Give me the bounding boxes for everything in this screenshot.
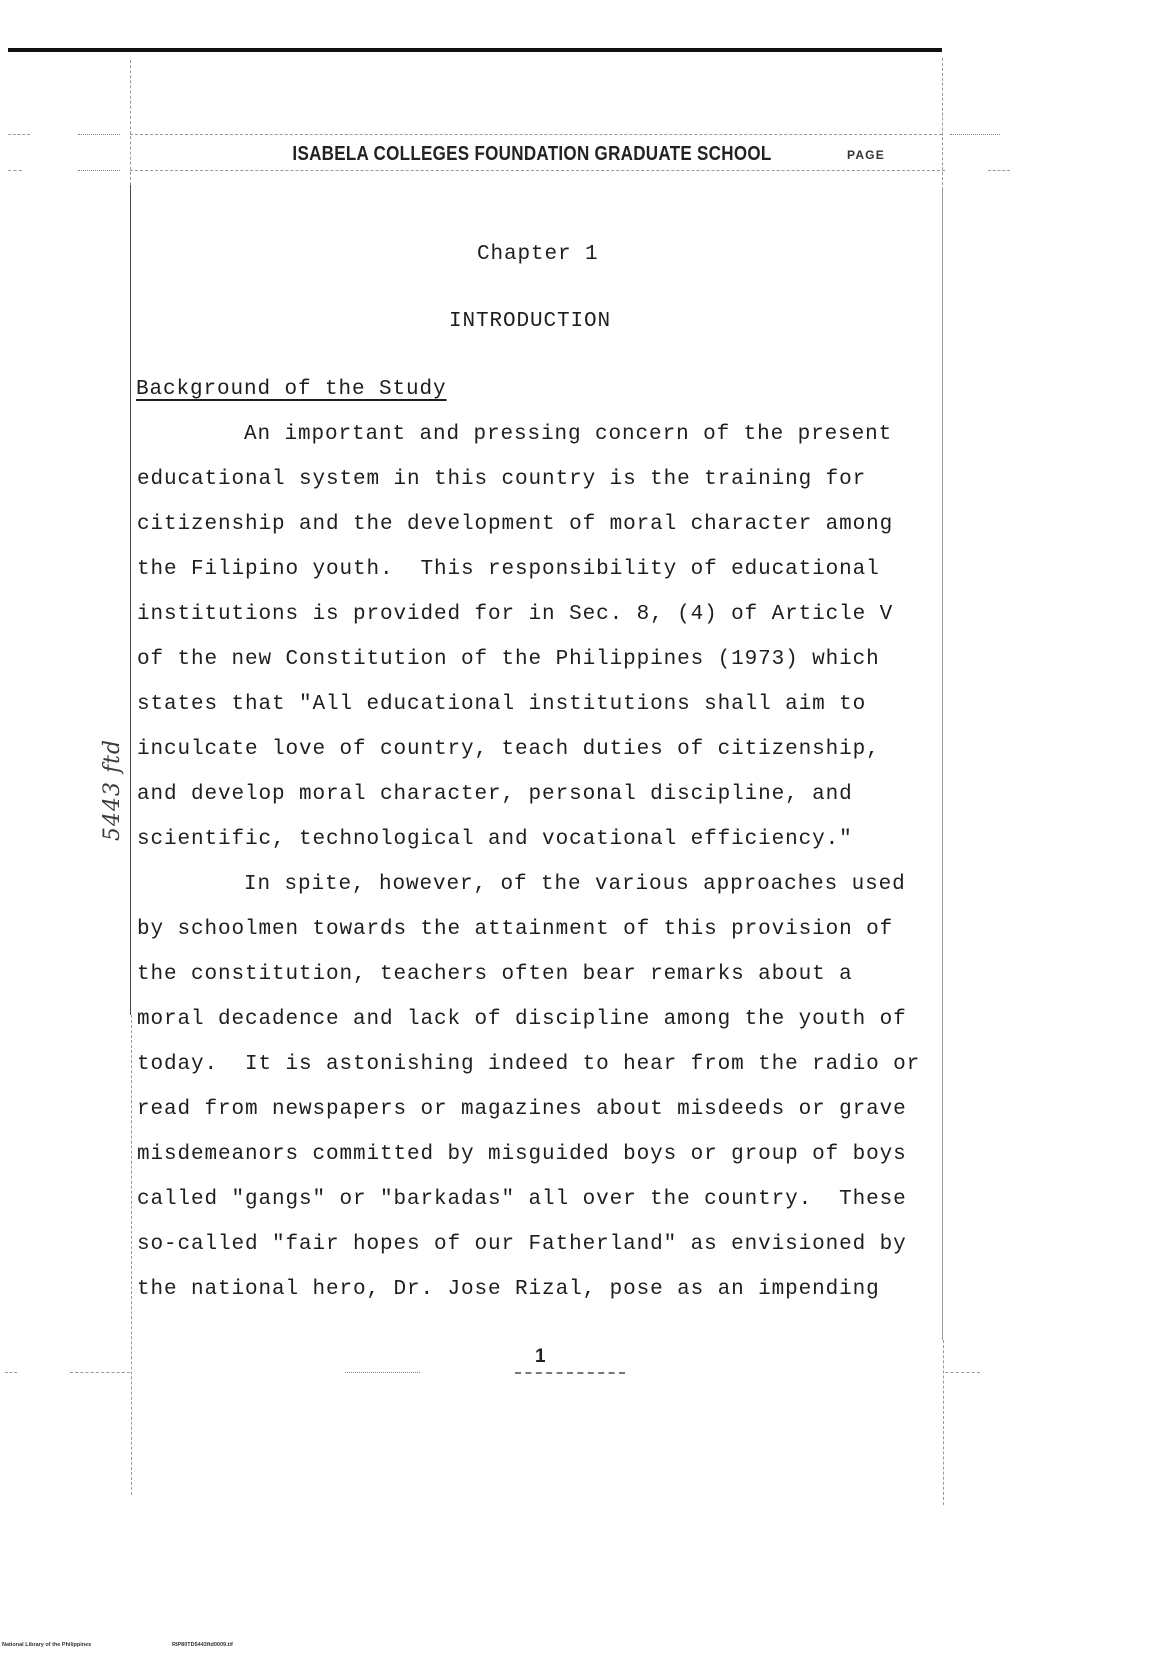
text-line: inculcate love of country, teach duties of citizenship,: [137, 738, 880, 761]
text-line: An important and pressing concern of the present: [244, 423, 893, 446]
text-line: citizenship and the development of moral character among: [137, 513, 894, 536]
scan-artifact-line: [5, 1372, 17, 1373]
scan-artifact-line: [345, 1372, 420, 1373]
text-line: states that "All educational institutions shall aim to: [137, 693, 867, 716]
scan-artifact-line: [950, 134, 1000, 135]
text-line: called "gangs" or "barkadas" all over the country. These: [137, 1188, 907, 1211]
text-line: the national hero, Dr. Jose Rizal, pose as an impending: [137, 1278, 880, 1301]
text-line: educational system in this country is the training for: [137, 468, 867, 491]
page-number: 1: [535, 1346, 546, 1367]
scan-artifact-line: [988, 170, 1010, 171]
text-line: institutions is provided for in Sec. 8, (4) of Article V: [137, 603, 894, 626]
text-line: In spite, however, of the various approaches used: [244, 873, 906, 896]
chapter-title: INTRODUCTION: [449, 310, 612, 333]
paragraph-1: [137, 412, 957, 862]
text-line: moral decadence and lack of discipline among the youth of: [137, 1008, 907, 1031]
text-line: misdemeanors committed by misguided boys or group of boys: [137, 1143, 907, 1166]
text-line: so-called "fair hopes of our Fatherland" as envisioned by: [137, 1233, 907, 1256]
scan-artifact-line: [70, 1372, 130, 1373]
scan-artifact-line: [78, 134, 120, 135]
header-top-line: [130, 134, 942, 135]
scan-file-name: RIP80TD5443ftd0009.tif: [172, 1642, 233, 1648]
text-line: and develop moral character, personal discipline, and: [137, 783, 853, 806]
scan-artifact-line: [78, 170, 120, 171]
section-heading: Background of the Study: [136, 378, 447, 401]
scan-artifact-line: [8, 170, 22, 171]
scan-artifact-line: [945, 1372, 980, 1373]
text-line: by schoolmen towards the attainment of this provision of: [137, 918, 894, 941]
institution-header: ISABELA COLLEGES FOUNDATION GRADUATE SCHOOL: [292, 142, 772, 165]
paragraph-2: [137, 862, 957, 1312]
text-line: read from newspapers or magazines about misdeeds or grave: [137, 1098, 907, 1121]
left-margin-line: [131, 1015, 132, 1495]
text-line: the constitution, teachers often bear remarks about a: [137, 963, 853, 986]
text-line: of the new Constitution of the Philippines (1973) which: [137, 648, 880, 671]
right-margin-line: [943, 1340, 944, 1505]
scan-source-label: National Library of the Philippines: [2, 1642, 92, 1648]
page-number-underline: [515, 1372, 625, 1374]
header-bottom-line: [130, 170, 945, 171]
chapter-number: Chapter 1: [477, 243, 599, 266]
handwritten-margin-note: 5443 ftd: [100, 738, 125, 842]
left-margin-line: [130, 185, 131, 1015]
text-line: scientific, technological and vocational efficiency.": [137, 828, 853, 851]
scan-artifact-line: [8, 134, 30, 135]
text-line: the Filipino youth. This responsibility of educational: [137, 558, 880, 581]
page-label: PAGE: [847, 148, 885, 162]
text-line: today. It is astonishing indeed to hear from the radio or: [137, 1053, 921, 1076]
left-margin-line: [130, 60, 131, 185]
top-rule: [8, 48, 942, 52]
body-text: [137, 412, 957, 1312]
